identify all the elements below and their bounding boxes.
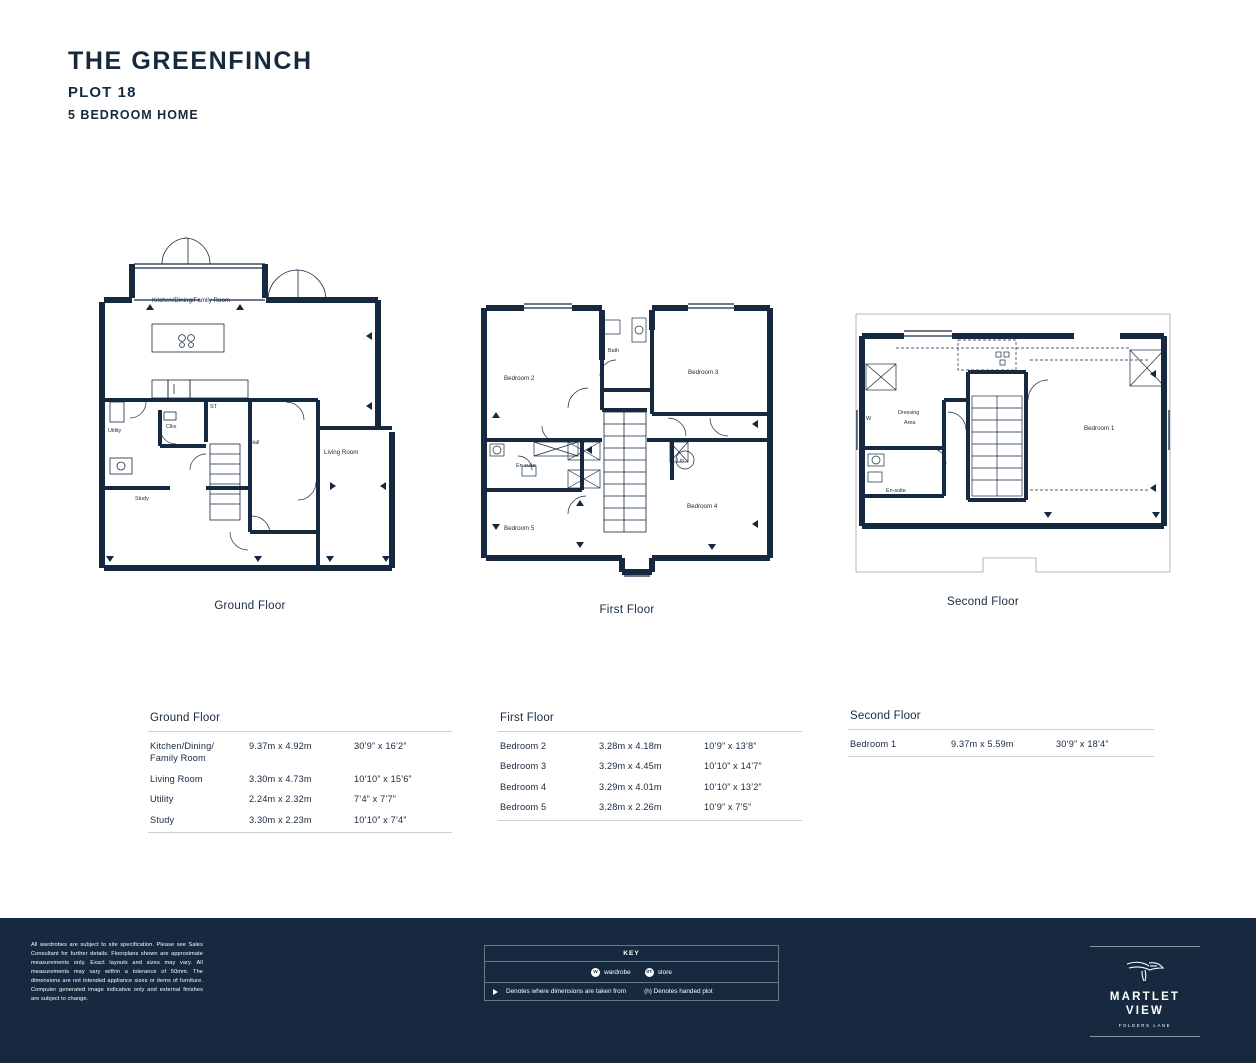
room-label-utility: Utility bbox=[108, 428, 122, 434]
room-label-bedroom5: Bedroom 5 bbox=[504, 525, 535, 532]
table-row bbox=[498, 797, 802, 817]
key-box bbox=[484, 945, 779, 1001]
first-floor-plan bbox=[472, 290, 782, 616]
first-floor-caption: First Floor bbox=[599, 604, 655, 616]
brand-logo bbox=[1090, 946, 1200, 1037]
divider bbox=[148, 832, 452, 833]
store-icon: ST bbox=[646, 970, 653, 975]
table-row bbox=[498, 777, 802, 797]
table-row bbox=[148, 769, 452, 789]
room-imperial: 30’9” x 16’2” bbox=[354, 741, 407, 751]
room-metric: 9.37m x 5.59m bbox=[951, 739, 1014, 749]
schedule-ground-floor bbox=[148, 712, 452, 833]
key-notes-row bbox=[485, 982, 778, 1000]
room-name: Kitchen/Dining/ bbox=[150, 741, 215, 751]
key-item-wardrobe bbox=[591, 968, 631, 977]
room-label-bedroom1: Bedroom 1 bbox=[1084, 425, 1115, 432]
room-metric: 3.28m x 2.26m bbox=[599, 802, 662, 813]
schedule-table bbox=[148, 736, 452, 830]
room-label-hall: Hall bbox=[250, 440, 260, 446]
schedule-table bbox=[498, 736, 802, 818]
room-name: Utility bbox=[150, 794, 174, 805]
ground-floor-plan bbox=[90, 232, 410, 612]
table-row bbox=[498, 756, 802, 776]
second-floor-caption: Second Floor bbox=[947, 596, 1019, 608]
room-label-bedroom4: Bedroom 4 bbox=[687, 503, 718, 510]
schedule-table bbox=[848, 734, 1154, 754]
disclaimer-text: All wardrobes are subject to site specification. Please see Sales Consultant for further details. Floorplans shown are approximate measurements only. Exact layouts and sizes may vary. All measurements may vary within a tolerance of 50mm. The dimensions are not intended appliance sizes or items of furniture. Computer generated image indicative only and external finishes are subject to change. bbox=[31, 942, 203, 1003]
second-floor-plan bbox=[848, 300, 1178, 608]
room-label-store: ST bbox=[210, 404, 217, 410]
room-metric: 3.29m x 4.01m bbox=[599, 781, 662, 792]
room-name: Living Room bbox=[150, 773, 203, 784]
divider bbox=[848, 729, 1154, 730]
room-imperial: 10’9” x 7’5” bbox=[704, 802, 752, 813]
room-name: Bedroom 5 bbox=[500, 802, 547, 813]
dimensions-note: Denotes where dimensions are taken from bbox=[506, 988, 627, 995]
key-item-store bbox=[645, 968, 672, 977]
document-footer bbox=[0, 918, 1256, 1063]
room-imperial: 30’9” x 18’4” bbox=[1056, 739, 1109, 749]
page-title: THE GREENFINCH bbox=[68, 47, 313, 75]
room-label-wardrobe: W bbox=[866, 416, 872, 422]
schedule-title: Second Floor bbox=[850, 710, 921, 722]
room-imperial: 10’10” x 7’4” bbox=[354, 814, 407, 825]
ground-floor-drawing bbox=[90, 232, 410, 582]
key-title: KEY bbox=[485, 946, 778, 962]
room-name: Bedroom 4 bbox=[500, 781, 547, 792]
room-label-bedroom2: Bedroom 2 bbox=[504, 375, 535, 382]
room-label-bedroom3: Bedroom 3 bbox=[688, 369, 719, 376]
dimension-arrow-icon bbox=[493, 989, 498, 995]
schedule-first-floor bbox=[498, 712, 802, 821]
document-header bbox=[68, 48, 313, 122]
home-type: 5 BEDROOM HOME bbox=[68, 107, 199, 122]
room-name: Study bbox=[150, 814, 175, 825]
room-metric: 3.30m x 2.23m bbox=[249, 814, 312, 825]
table-row bbox=[148, 789, 452, 809]
room-imperial: 7’4” x 7’7” bbox=[354, 794, 396, 805]
logo-line2: VIEW bbox=[1125, 1005, 1165, 1018]
martlet-bird-icon bbox=[1123, 957, 1167, 983]
table-row bbox=[498, 736, 802, 756]
second-floor-drawing bbox=[848, 300, 1178, 590]
room-imperial: 10’10” x 14’7” bbox=[704, 761, 762, 772]
room-label-ensuite: En-suite bbox=[516, 463, 536, 469]
handed-note: (h) Denotes handed plot bbox=[644, 988, 713, 995]
room-imperial: 10’9” x 13’8” bbox=[704, 741, 757, 751]
divider bbox=[148, 731, 452, 732]
room-label-ensuite: En-suite bbox=[886, 488, 906, 494]
wardrobe-icon: W bbox=[591, 968, 600, 977]
room-label-kitchen: Kitchen/Dining/Family Room bbox=[152, 297, 231, 304]
room-metric: 9.37m x 4.92m bbox=[249, 741, 312, 751]
room-metric: 3.28m x 4.18m bbox=[599, 741, 662, 751]
schedule-title: Ground Floor bbox=[150, 712, 221, 724]
divider bbox=[848, 756, 1154, 757]
room-label-study: Study bbox=[135, 496, 149, 502]
wardrobe-label: wardrobe bbox=[604, 969, 631, 976]
key-symbols-row bbox=[485, 962, 778, 982]
room-label-cloaks: Clks bbox=[166, 424, 177, 430]
room-name: Bedroom 3 bbox=[500, 761, 547, 772]
room-metric: 3.30m x 4.73m bbox=[249, 773, 312, 784]
schedule-title: First Floor bbox=[500, 712, 554, 724]
store-label: store bbox=[657, 969, 672, 976]
room-name: Bedroom 2 bbox=[500, 741, 547, 751]
room-name-cont: Family Room bbox=[150, 753, 206, 764]
room-label-linen: Lin bbox=[677, 458, 685, 464]
room-label-dressing-area: Area bbox=[904, 420, 916, 426]
schedule-second-floor bbox=[848, 710, 1154, 757]
logo-subtitle: FOLDERS LANE bbox=[1118, 1022, 1172, 1028]
room-label-dressing: Dressing bbox=[898, 410, 920, 416]
room-metric: 2.24m x 2.32m bbox=[249, 794, 312, 805]
table-row bbox=[848, 734, 1154, 754]
logo-line1: MARTLET bbox=[1109, 991, 1181, 1003]
divider bbox=[498, 820, 802, 821]
table-row bbox=[148, 810, 452, 830]
room-name: Bedroom 1 bbox=[850, 739, 897, 749]
room-metric: 3.29m x 4.45m bbox=[599, 761, 662, 772]
first-floor-drawing bbox=[472, 290, 782, 590]
table-row bbox=[148, 736, 452, 769]
plot-number: PLOT 18 bbox=[68, 83, 137, 101]
divider bbox=[498, 731, 802, 732]
ground-floor-caption: Ground Floor bbox=[214, 600, 286, 612]
room-label-bath: Bath bbox=[608, 348, 620, 354]
room-imperial: 10’10” x 13’2” bbox=[704, 781, 762, 792]
room-label-living: Living Room bbox=[324, 449, 359, 456]
room-imperial: 10’10” x 15’6” bbox=[354, 773, 412, 784]
